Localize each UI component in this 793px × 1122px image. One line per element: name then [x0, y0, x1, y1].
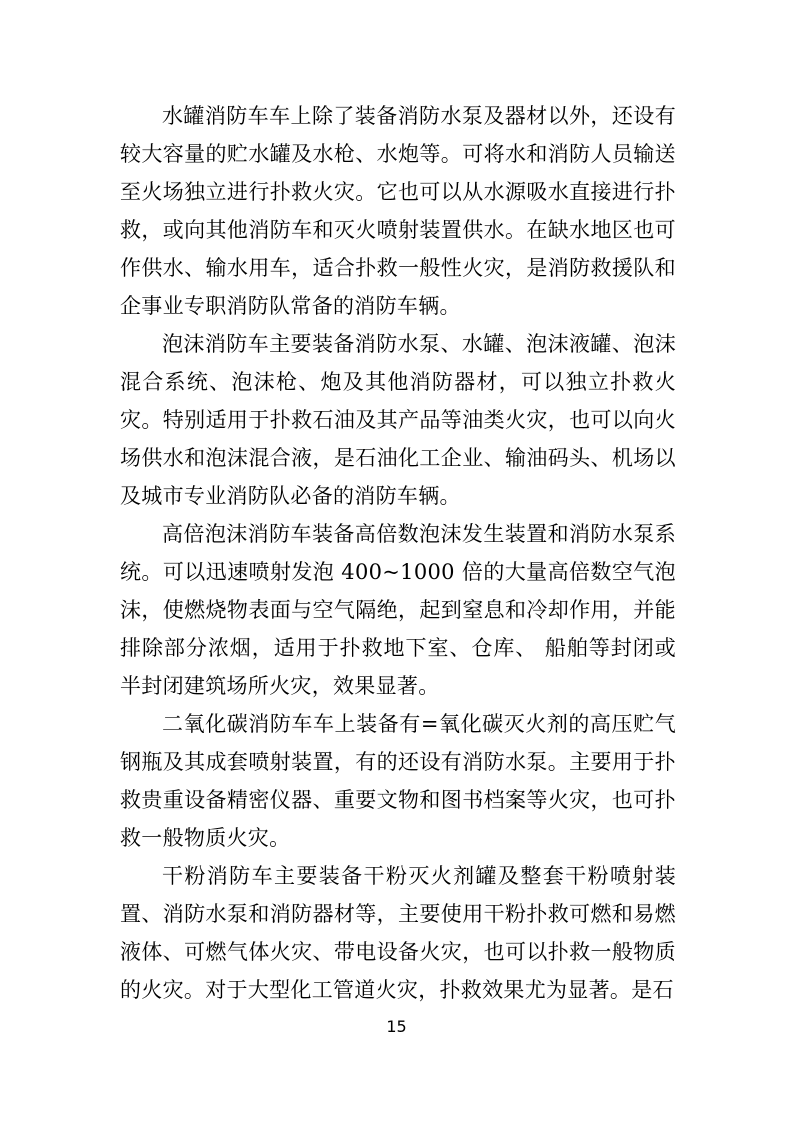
page-number: 15: [386, 1017, 407, 1036]
body-text: [120, 97, 676, 1009]
paragraph-water-tank-truck: 水罐消防车车上除了装备消防水泵及器材以外，还设有较大容量的贮水罐及水枪、水炮等。可将水和消防人员输送至火场独立进行扑救火灾。它也可以从水源吸水直接进行扑救，或向其他消防车和灭火喷射装置供水。在缺水地区也可作供水、输水用车，适合扑救一般性火灾，是消防救援队和企事业专职消防队常备的消防车辆。: [120, 104, 676, 318]
paragraph-co2-truck: 二氧化碳消防车车上装备有=氧化碳灭火剂的高压贮气钢瓶及其成套喷射装置，有的还设有消防水泵。主要用于扑救贵重设备精密仪器、重要文物和图书档案等火灾，也可扑救一般物质火灾。: [120, 712, 676, 850]
paragraph-foam-truck: 泡沫消防车主要装备消防水泵、水罐、泡沫液罐、泡沫混合系统、泡沫枪、炮及其他消防器材，可以独立扑救火灾。特别适用于扑救石油及其产品等油类火灾，也可以向火场供水和泡沫混合液，是石油化工企业、输油码头、机场以及城市专业消防队必备的消防车辆。: [120, 332, 676, 508]
paragraph-dry-powder-truck: 干粉消防车主要装备干粉灭火剂罐及整套干粉喷射装置、消防水泵和消防器材等，主要使用干粉扑救可燃和易燃液体、可燃气体火灾、带电设备火灾，也可以扑救一般物质的火灾。对于大型化工管道火灾，扑救效果尤为显著。是石: [120, 864, 676, 1002]
paragraph-high-expansion-foam-truck: 高倍泡沫消防车装备高倍数泡沫发生装置和消防水泵系统。可以迅速喷射发泡 400~1000 倍的大量高倍数空气泡沫，使燃烧物表面与空气隔绝，起到窒息和冷却作用，并能排除部分浓烟，适用于扑救地下室、仓库、 船舶等封闭或半封闭建筑场所火灾，效果显著。: [120, 522, 676, 698]
